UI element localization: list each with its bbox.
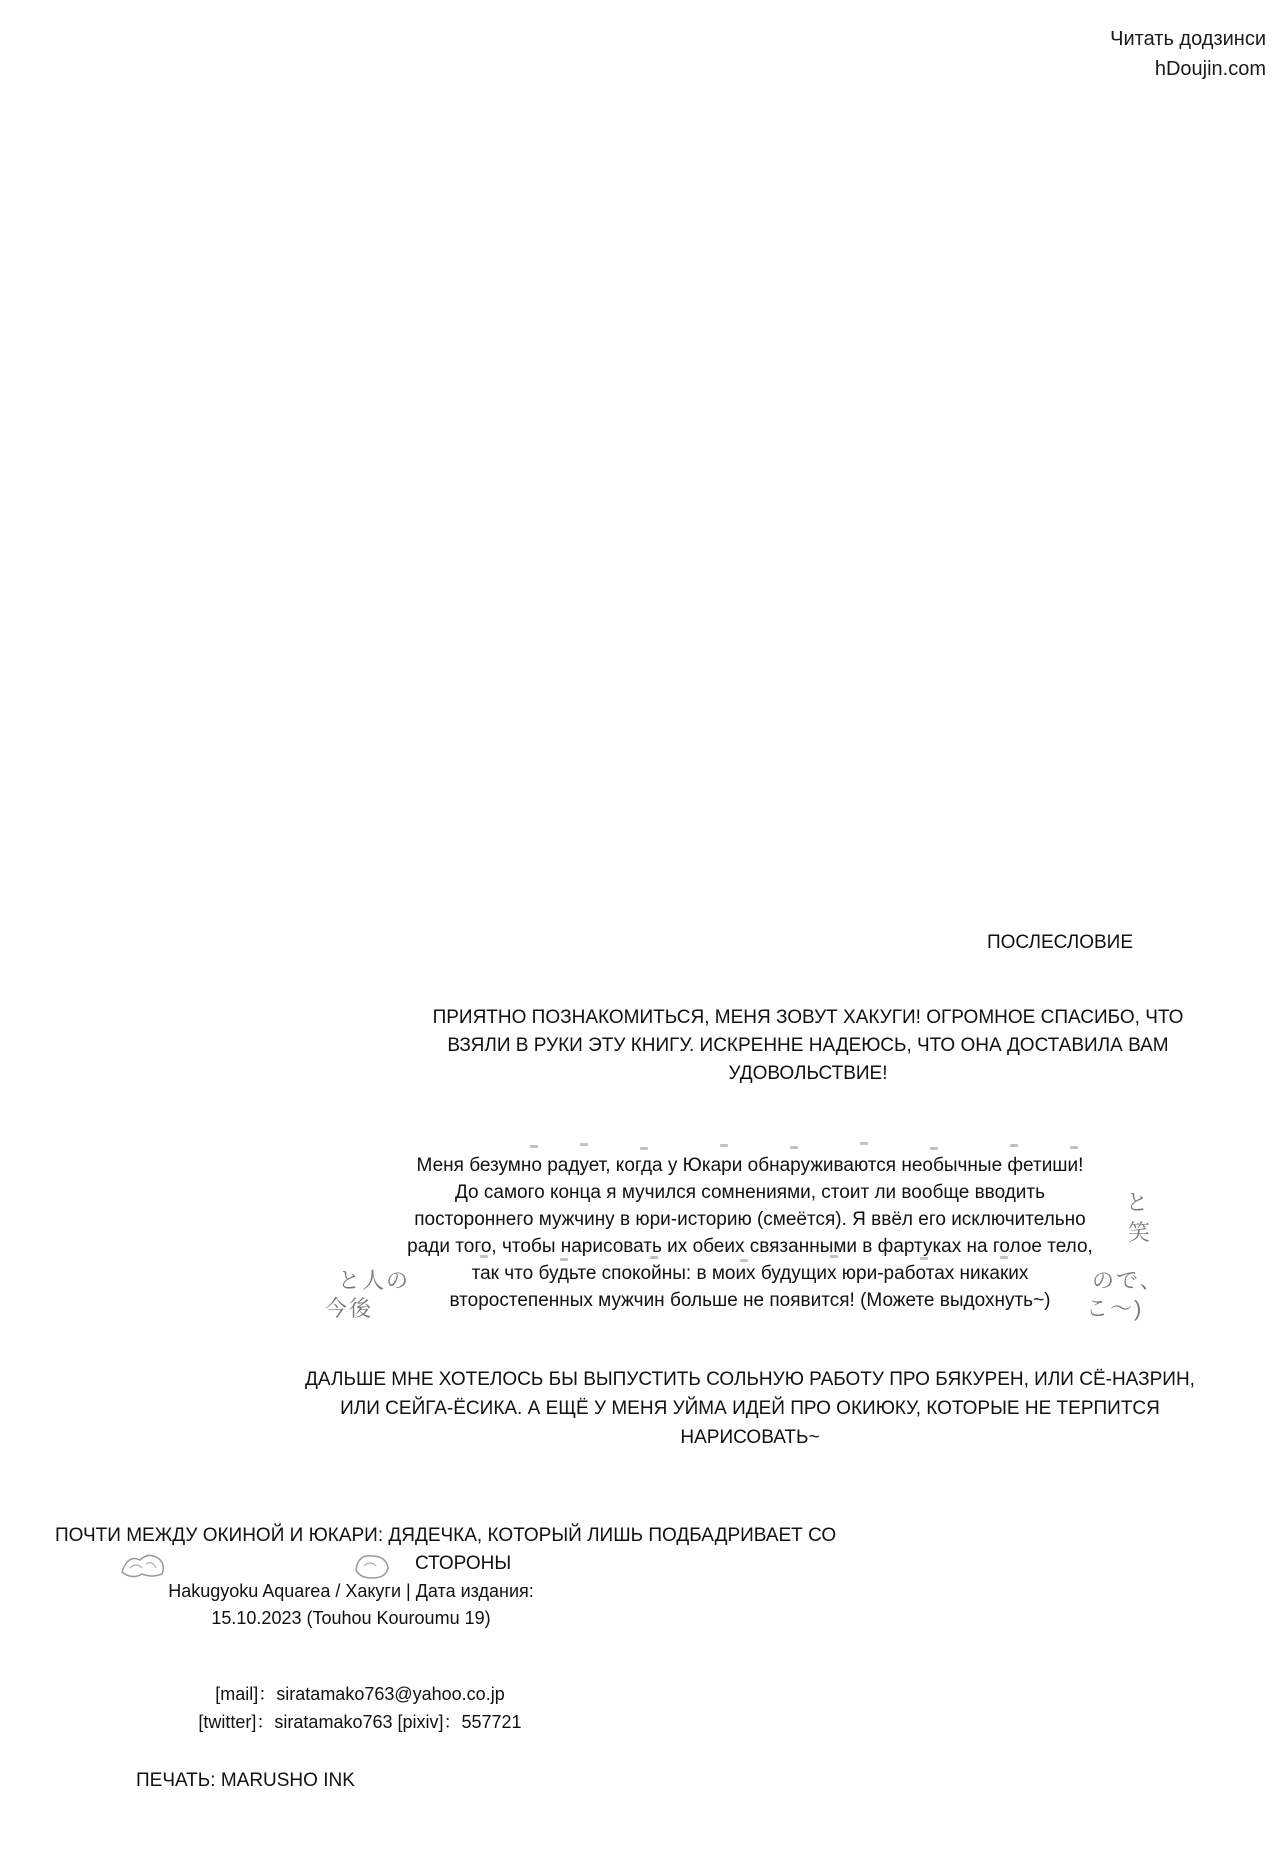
paragraph-line: второстепенных мужчин больше не появится! (Можете выдохнуть~) (449, 1290, 1051, 1311)
publisher-line-1: Hakugyoku Aquarea / Хакуги | Дата издания: (168, 1581, 534, 1601)
paragraph-line: ВЗЯЛИ В РУКИ ЭТУ КНИГУ. ИСКРЕННЕ НАДЕЮСЬ, ЧТО ОНА ДОСТАВИЛА ВАМ (447, 1035, 1169, 1056)
watermark-link[interactable]: hDoujin.com (1154, 58, 1266, 80)
publisher-line-2: 15.10.2023 (Touhou Kouroumu 19) (211, 1608, 491, 1628)
contacts (150, 1680, 570, 1736)
colophon-title-line-1: ПОЧТИ МЕЖДУ ОКИНОЙ И ЮКАРИ: ДЯДЕЧКА, КОТОРЫЙ ЛИШЬ ПОДБАДРИВАЕТ СО (55, 1525, 837, 1546)
paragraph-line: ПРИЯТНО ПОЗНАКОМИТЬСЯ, МЕНЯ ЗОВУТ ХАКУГИ! ОГРОМНОЕ СПАСИБО, ЧТО (432, 1007, 1184, 1028)
colophon-title-line-2: СТОРОНЫ (415, 1553, 512, 1574)
mail-contact: [mail]：siratamako763@yahoo.co.jp (215, 1684, 505, 1704)
paragraph-line: ради того, чтобы нарисовать их обеих связанными в фартуках на голое тело, (407, 1236, 1093, 1257)
faint-stamp-icon (118, 1548, 170, 1582)
printer-info: ПЕЧАТЬ: MARUSHO INK (136, 1770, 355, 1791)
paragraph-line: Меня безумно радует, когда у Юкари обнаруживаются необычные фетиши! (416, 1155, 1084, 1176)
paragraph-line: НАРИСОВАТЬ~ (680, 1427, 820, 1448)
watermark-line-1: Читать додзинси (1110, 28, 1266, 50)
afterword-title: ПОСЛЕСЛОВИЕ (986, 932, 1133, 953)
afterword-paragraph-3 (270, 1365, 1230, 1452)
faint-stamp-icon (350, 1548, 394, 1582)
paragraph-line: УДОВОЛЬСТВИЕ! (728, 1063, 888, 1084)
publisher-info (126, 1578, 576, 1632)
original-lettering: 今後 (325, 1296, 374, 1321)
afterword-paragraph-1 (398, 1004, 1218, 1088)
paragraph-line: ДАЛЬШЕ МНЕ ХОТЕЛОСЬ БЫ ВЫПУСТИТЬ СОЛЬНУЮ РАБОТУ ПРО БЯКУРЕН, ИЛИ СЁ-НАЗРИН, (305, 1369, 1195, 1390)
watermark (1026, 24, 1266, 84)
original-lettering: と (1126, 1190, 1151, 1215)
social-contacts: [twitter]：siratamako763 [pixiv]：557721 (198, 1712, 522, 1732)
afterword-paragraph-2 (340, 1152, 1160, 1314)
paragraph-line: До самого конца я мучился сомнениями, стоит ли вообще вводить (454, 1182, 1046, 1203)
colophon-title (55, 1522, 895, 1578)
original-lettering: と人の (338, 1268, 411, 1293)
original-lettering: こ～) (1086, 1296, 1144, 1321)
paragraph-line: ИЛИ СЕЙГА-ЁСИКА. А ЕЩЁ У МЕНЯ УЙМА ИДЕЙ ПРО ОКИЮКУ, КОТОРЫЕ НЕ ТЕРПИТСЯ (340, 1398, 1160, 1419)
paragraph-line: так что будьте спокойны: в моих будущих юри-работах никаких (471, 1263, 1029, 1284)
paragraph-line: постороннего мужчину в юри-историю (смеётся). Я ввёл его исключительно (414, 1209, 1086, 1230)
original-lettering: ので、 (1092, 1268, 1164, 1293)
original-lettering: 笑 (1128, 1220, 1153, 1245)
